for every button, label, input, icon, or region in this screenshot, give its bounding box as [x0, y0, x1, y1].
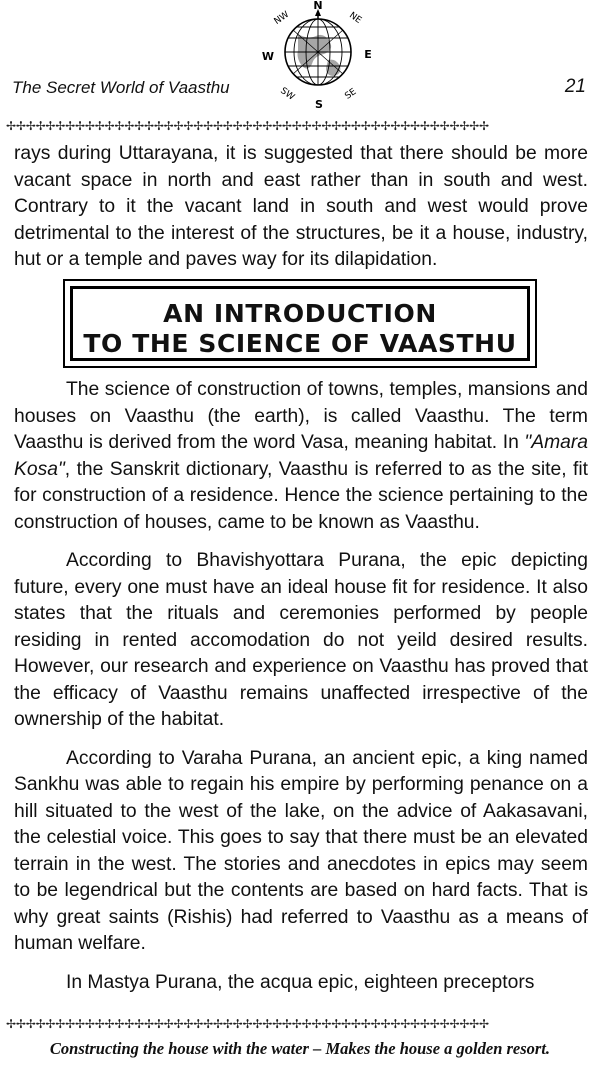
body-text — [14, 377, 588, 1008]
compass-globe-icon — [258, 0, 378, 112]
paragraph-3: According to Varaha Purana, an ancient epic, a king named Sankhu was able to regain his empire by performing penance on a hill situated to the west of the lake, on the advice of Aakasavani, the celestial voice. This goes to say that there must be an elevated terrain in the west. The stories and anecdotes in epics may seem to be legendrical but the contents are based on hard facts. That is why great saints (Rishis) had referred to Vaasthu as a means of human welfare. — [14, 747, 588, 954]
compass-w-label: W — [261, 50, 275, 63]
section-title-line-1: AN INTRODUCTION — [163, 299, 437, 328]
compass-s-label: S — [315, 98, 323, 111]
paragraph-1 — [14, 377, 588, 536]
section-title-line-2: TO THE SCIENCE OF VAASTHU — [83, 329, 517, 358]
compass-n-label: N — [313, 0, 323, 12]
compass-sw-label: SW — [278, 86, 297, 103]
compass-nw-label: NW — [272, 9, 292, 27]
continued-paragraph — [14, 141, 588, 286]
compass-se-label: SE — [343, 86, 359, 102]
section-title-frame — [70, 286, 530, 361]
paragraph-2: According to Bhavishyottara Purana, the epic depicting future, every one must have an ideal house fit for residence. It also states that the rituals and ceremonies performed by people residing in rented accomodation do not yeild desired results. However, our research and experience on Vaasthu has proved that the efficacy of Vaasthu remains unaffected irrespective of the ownership of the habitat. — [14, 550, 588, 730]
section-title-box — [63, 279, 537, 368]
bottom-ornament-divider: ✢✢✢✢✢✢✢✢✢✢✢✢✢✢✢✢✢✢✢✢✢✢✢✢✢✢✢✢✢✢✢✢✢✢✢✢✢✢✢✢✢✢✢✢✢✢✢✢✢ — [6, 1017, 489, 1031]
paragraph-1-text-a: The science of construction of towns, temples, mansions and houses on Vaasthu (the earth), is called Vaasthu. The term Vaasthu is derived from the word Vasa, meaning habitat. In — [14, 379, 588, 453]
page-number: 21 — [564, 76, 586, 97]
intro-paragraph: rays during Uttarayana, it is suggested that there should be more vacant space in north and east rather than in south and west. Contrary to it the vacant land in south and west would prove detrimental to the interest of the structures, be it a house, industry, hut or a temple and paves way for its dilapidation. — [14, 143, 588, 270]
paragraph-1-text-b: , the Sanskrit dictionary, Vaasthu is referred to as the site, fit for construction of a residence. Hence the science pertaining to the construction of houses, came to be known as Vaasthu. — [14, 458, 588, 533]
footer-caption: Constructing the house with the water – Makes the house a golden resort. — [49, 1039, 551, 1058]
top-ornament-divider: ✢✢✢✢✢✢✢✢✢✢✢✢✢✢✢✢✢✢✢✢✢✢✢✢✢✢✢✢✢✢✢✢✢✢✢✢✢✢✢✢✢✢✢✢✢✢✢✢✢ — [6, 119, 489, 133]
compass-e-label: E — [364, 48, 372, 61]
paragraph-4: In Mastya Purana, the acqua epic, eighteen preceptors — [66, 971, 535, 993]
page-header — [0, 0, 600, 118]
amara-kosa-title: "Amara Kosa" — [14, 432, 588, 480]
running-title: The Secret World of Vaasthu — [12, 78, 230, 97]
compass-ne-label: NE — [347, 10, 364, 27]
